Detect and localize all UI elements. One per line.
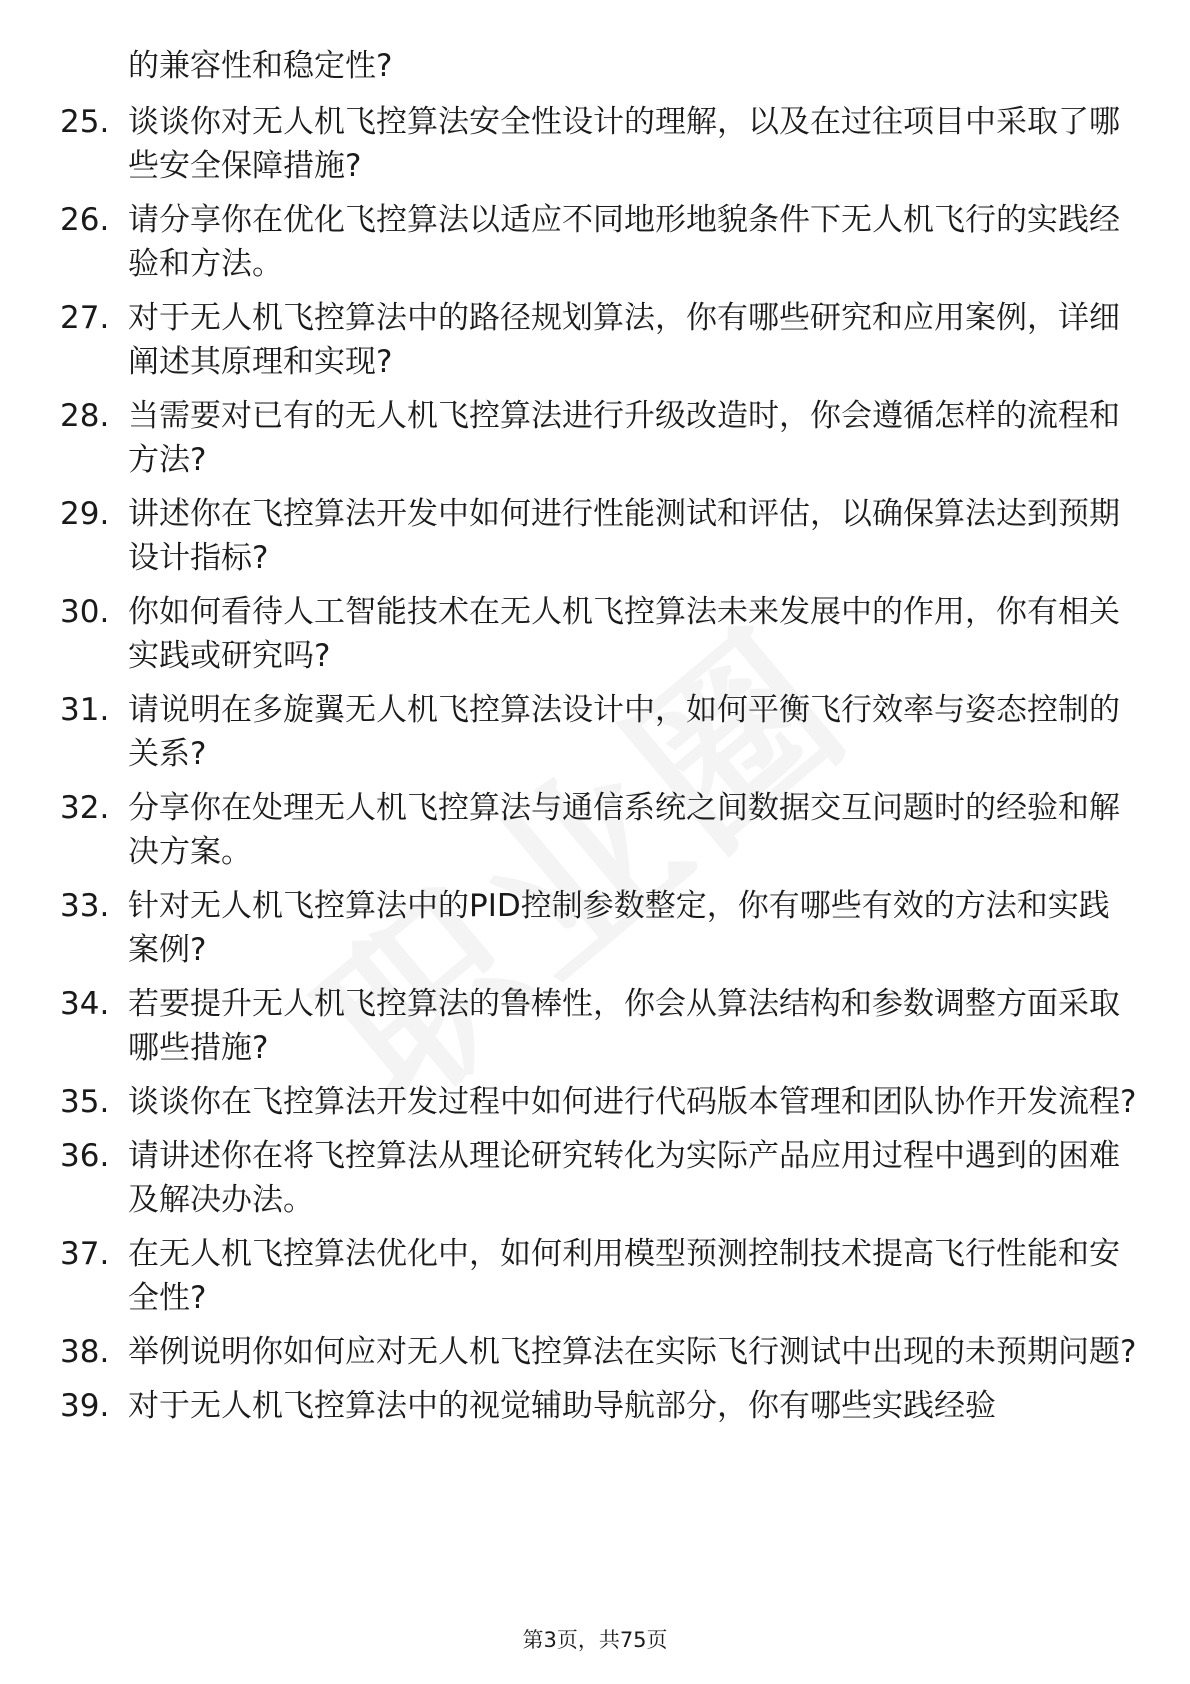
question-number: 29. (60, 496, 110, 532)
question-item (60, 786, 1140, 874)
question-item (60, 982, 1140, 1070)
question-text: 针对无人机飞控算法中的PID控制参数整定，你有哪些有效的方法和实践案例? (128, 888, 1110, 968)
question-text: 对于无人机飞控算法中的视觉辅助导航部分，你有哪些实践经验 (128, 1388, 996, 1424)
question-item (60, 590, 1140, 678)
question-text: 举例说明你如何应对无人机飞控算法在实际飞行测试中出现的未预期问题? (128, 1334, 1137, 1370)
question-text: 分享你在处理无人机飞控算法与通信系统之间数据交互问题时的经验和解决方案。 (128, 790, 1120, 870)
question-item (60, 1330, 1140, 1374)
questions-container (60, 100, 1140, 1428)
question-number: 27. (60, 300, 110, 336)
question-item (60, 1080, 1140, 1124)
question-number: 26. (60, 202, 110, 238)
question-number: 28. (60, 398, 110, 434)
question-number: 31. (60, 692, 110, 728)
question-text: 谈谈你对无人机飞控算法安全性设计的理解，以及在过往项目中采取了哪些安全保障措施? (128, 104, 1120, 184)
question-number: 32. (60, 790, 110, 826)
question-item (60, 1134, 1140, 1222)
question-list (60, 44, 1140, 1438)
question-text: 讲述你在飞控算法开发中如何进行性能测试和评估，以确保算法达到预期设计指标? (128, 496, 1120, 576)
question-number: 36. (60, 1138, 110, 1174)
continuation-text: 的兼容性和稳定性? (128, 48, 393, 84)
question-number: 37. (60, 1236, 110, 1272)
question-text: 你如何看待人工智能技术在无人机飞控算法未来发展中的作用，你有相关实践或研究吗? (128, 594, 1120, 674)
question-number: 30. (60, 594, 110, 630)
question-item (60, 394, 1140, 482)
question-number: 35. (60, 1084, 110, 1120)
question-item (60, 100, 1140, 188)
question-text: 请讲述你在将飞控算法从理论研究转化为实际产品应用过程中遇到的困难及解决办法。 (128, 1138, 1120, 1218)
question-text: 请分享你在优化飞控算法以适应不同地形地貌条件下无人机飞行的实践经验和方法。 (128, 202, 1120, 282)
question-item (60, 884, 1140, 972)
question-item (60, 492, 1140, 580)
question-text: 当需要对已有的无人机飞控算法进行升级改造时，你会遵循怎样的流程和方法? (128, 398, 1120, 478)
question-text: 谈谈你在飞控算法开发过程中如何进行代码版本管理和团队协作开发流程? (128, 1084, 1137, 1120)
question-number: 38. (60, 1334, 110, 1370)
question-text: 在无人机飞控算法优化中，如何利用模型预测控制技术提高飞行性能和安全性? (128, 1236, 1120, 1316)
question-text: 对于无人机飞控算法中的路径规划算法，你有哪些研究和应用案例，详细阐述其原理和实现? (128, 300, 1120, 380)
page-footer: 第3页，共75页 (522, 1628, 668, 1652)
question-number: 39. (60, 1388, 110, 1424)
question-text: 若要提升无人机飞控算法的鲁棒性，你会从算法结构和参数调整方面采取哪些措施? (128, 986, 1120, 1066)
question-item (60, 296, 1140, 384)
question-number: 33. (60, 888, 110, 924)
question-number: 34. (60, 986, 110, 1022)
question-item (60, 1384, 1140, 1428)
question-item (60, 1232, 1140, 1320)
question-text: 请说明在多旋翼无人机飞控算法设计中，如何平衡飞行效率与姿态控制的关系? (128, 692, 1120, 772)
question-item (60, 198, 1140, 286)
question-item (60, 688, 1140, 776)
question-number: 25. (60, 104, 110, 140)
